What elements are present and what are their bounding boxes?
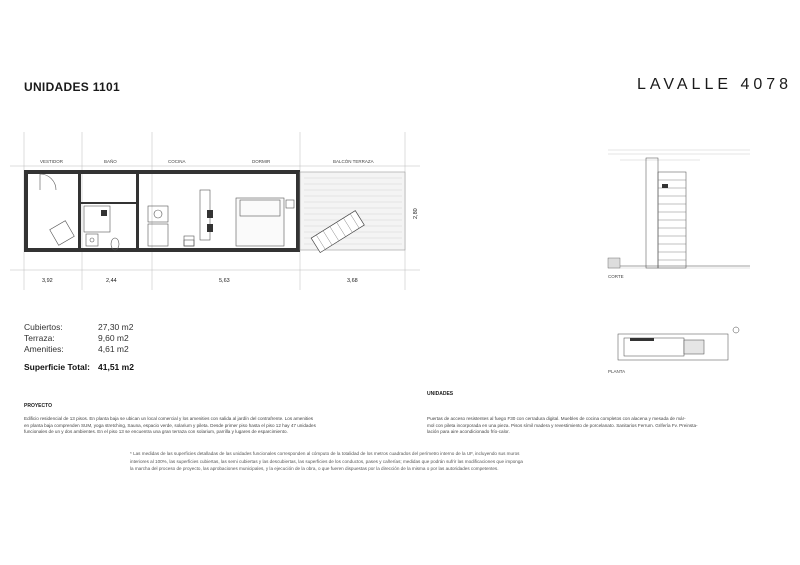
unidades-line: Puertas de acceso resistentes al fuego F30 con cerradura digital. Muebles de cocina completos con alacena y mesada de már- — [427, 416, 686, 421]
proyecto-text — [24, 416, 404, 436]
room-label-cocina: COCINA — [168, 159, 186, 164]
surface-label: Cubiertos: — [24, 322, 63, 332]
surface-total-value: 41,51 m2 — [98, 362, 134, 372]
dimension-label: 5,63 — [219, 278, 230, 284]
surface-value: 27,30 m2 — [98, 322, 134, 332]
surface-total-label: Superficie Total: — [24, 362, 90, 372]
dimension-label: 3,68 — [347, 278, 358, 284]
proyecto-line: funcionales de un y dos ambientes. En el piso 13 se encuentra una gran terraza con solarium, parrilla y lugares de esparcimiento. — [24, 429, 288, 435]
room-label-bano: BAÑO — [104, 159, 117, 164]
surface-row — [24, 333, 134, 344]
unidades-text — [427, 416, 777, 436]
proyecto-line: en planta baja comprenden SUM, yoga stretching, Sauna, espacio verde, solarium y pileta. Desde primer piso hasta el piso 12 hay 47 unidades — [24, 422, 316, 428]
room-label-dormir: DORMIR — [252, 159, 271, 164]
dimension-label: 2,44 — [106, 278, 117, 284]
footnote-line: * Las medidas de las superficies detalladas de las unidades funcionales corresponden al cómputo de la totalidad de los metros cuadrados del perímetro interno de la UF, incluyendo sus muros — [130, 451, 520, 456]
surface-total-row — [24, 362, 134, 373]
dimension-label: 3,92 — [42, 278, 53, 284]
project-title: LAVALLE 4078 — [637, 76, 793, 93]
surface-row — [24, 344, 134, 355]
floor-plan — [0, 120, 420, 305]
surface-table — [24, 322, 134, 373]
footnote-line: la marcha del proceso de proyecto, las aprobaciones municipales, y la ejecución de la obra, o que fueren dispuestas por la dirección de la misma o por las autoridades competentes. — [130, 466, 499, 472]
unidades-title: UNIDADES — [427, 391, 454, 397]
room-label-balcon: BALCÓN TERRAZA — [333, 159, 374, 164]
unidades-section — [427, 391, 777, 436]
proyecto-line: Edificio residencial de 13 pisos. En planta baja se ubican un local comercial y los amenities con salida al jardín del contrafrente. Los amenities — [24, 416, 314, 421]
proyecto-section — [24, 403, 404, 436]
footnote-line: interiores al 100%, las superficies cubiertas, las semi cubiertas y las descubiertas, las superficies de los conductos, pases y cañerías; medidas que podrán sufrir las modificaciones que imponga — [130, 458, 523, 464]
surface-label: Amenities: — [24, 344, 64, 354]
surface-value: 4,61 m2 — [98, 344, 129, 354]
room-label-vestidor: VESTIDOR — [40, 159, 64, 164]
height-label: 2,80 — [413, 208, 419, 219]
proyecto-title: PROYECTO — [24, 403, 52, 409]
section-label-corte: CORTE — [608, 274, 624, 279]
section-label-planta: PLANTA — [608, 369, 626, 374]
surface-label: Terraza: — [24, 333, 55, 343]
unit-title: UNIDADES 1101 — [24, 80, 120, 94]
surface-row — [24, 322, 134, 333]
footnote — [130, 450, 690, 473]
unidades-line: mol con pileta incorporada en una pieza. Pisos símil madera y revestimiento de porcelanato. Sanitarios Ferrum. Grifería Fv. Preinsta- — [427, 422, 698, 428]
building-section — [600, 140, 750, 380]
surface-value: 9,60 m2 — [98, 333, 129, 343]
unidades-line: lación para aire acondicionado frío-calor. — [427, 429, 510, 435]
